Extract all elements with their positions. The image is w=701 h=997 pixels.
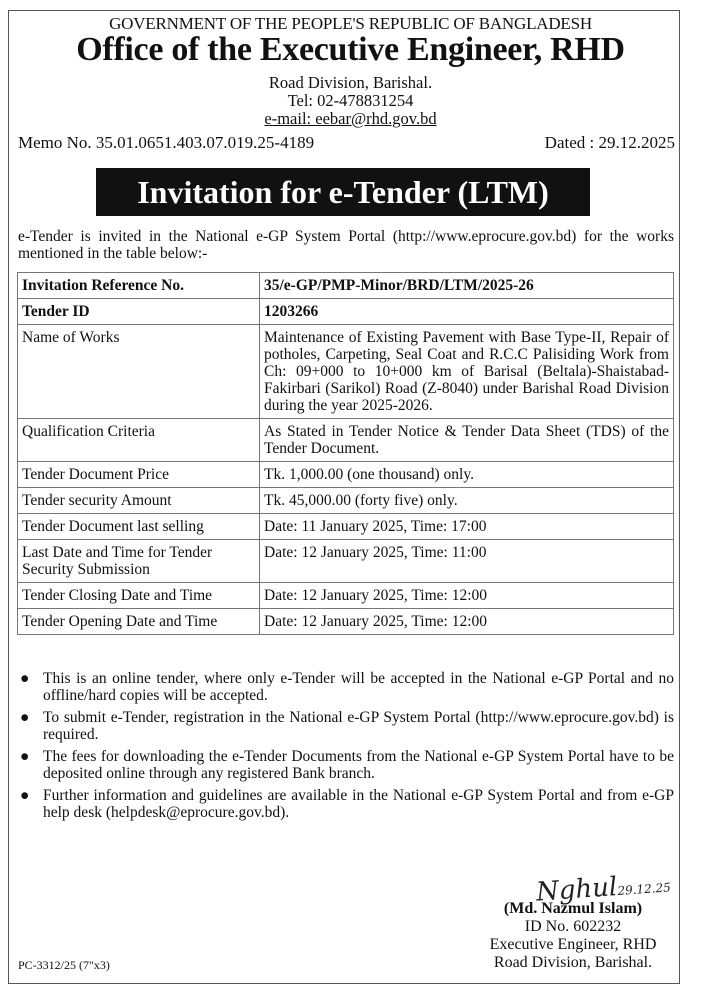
row-value: 1203266 xyxy=(260,299,674,325)
note-item xyxy=(18,709,674,743)
row-value: Tk. 45,000.00 (forty five) only. xyxy=(260,488,674,514)
signature-block xyxy=(473,900,673,972)
row-label: Name of Works xyxy=(18,325,260,419)
bullet-icon: ● xyxy=(20,787,30,804)
notes-list xyxy=(18,670,674,826)
note-item xyxy=(18,748,674,782)
email-link[interactable]: e-mail: eebar@rhd.gov.bd xyxy=(264,109,437,128)
row-label: Invitation Reference No. xyxy=(18,273,260,299)
row-value: Date: 12 January 2025, Time: 12:00 xyxy=(260,583,674,609)
table-row xyxy=(18,488,674,514)
row-label: Last Date and Time for Tender Security Submission xyxy=(18,540,260,583)
table-row xyxy=(18,540,674,583)
row-label: Qualification Criteria xyxy=(18,419,260,462)
table-row xyxy=(18,273,674,299)
table-row xyxy=(18,325,674,419)
office-title: Office of the Executive Engineer, RHD xyxy=(76,31,625,68)
signatory-id: ID No. 602232 xyxy=(524,918,622,935)
table-row xyxy=(18,462,674,488)
bullet-icon: ● xyxy=(20,670,30,687)
table-row xyxy=(18,514,674,540)
note-text: Further information and guidelines are available in the National e-GP System Portal and from e-GP help desk (helpdesk@eprocure.gov.bd). xyxy=(43,787,674,821)
division-address: Road Division, Barishal. xyxy=(268,73,433,92)
row-label: Tender ID xyxy=(18,299,260,325)
memo-date: Dated : 29.12.2025 xyxy=(544,133,675,152)
table-row xyxy=(18,609,674,635)
intro-paragraph: e-Tender is invited in the National e-GP System Portal (http://www.eprocure.gov.bd) for the works mentioned in the table below:- xyxy=(18,228,674,262)
row-value: Maintenance of Existing Pavement with Base Type-II, Repair of potholes, Carpeting, Seal Coat and R.C.C Palisiding Work from Ch: 09+000 to 10+000 km of Barisal (Beltala)-Shaistabad-Fakirbari (Sarikol) Road (Z-8040) under Barishal Road Division during the year 2025-2026. xyxy=(260,325,674,419)
notice-title: Invitation for e-Tender (LTM) xyxy=(96,168,590,216)
row-label: Tender security Amount xyxy=(18,488,260,514)
row-label: Tender Document Price xyxy=(18,462,260,488)
table-row xyxy=(18,299,674,325)
note-item xyxy=(18,670,674,704)
row-label: Tender Opening Date and Time xyxy=(18,609,260,635)
row-label: Tender Closing Date and Time xyxy=(18,583,260,609)
note-text: This is an online tender, where only e-Tender will be accepted in the National e-GP Portal and no offline/hard copies will be accepted. xyxy=(43,670,674,704)
row-value: Date: 11 January 2025, Time: 17:00 xyxy=(260,514,674,540)
row-value: As Stated in Tender Notice & Tender Data Sheet (TDS) of the Tender Document. xyxy=(260,419,674,462)
handwritten-signature: Nghul29.12.25 xyxy=(535,872,672,908)
table-row xyxy=(18,419,674,462)
memo-number: Memo No. 35.01.0651.403.07.019.25-4189 xyxy=(18,133,315,152)
bullet-icon: ● xyxy=(20,709,30,726)
signatory-designation: Executive Engineer, RHD xyxy=(489,936,657,953)
government-heading: GOVERNMENT OF THE PEOPLE'S REPUBLIC OF BANGLADESH xyxy=(109,14,592,33)
row-value: 35/e-GP/PMP-Minor/BRD/LTM/2025-26 xyxy=(260,273,674,299)
bullet-icon: ● xyxy=(20,748,30,765)
signatory-division: Road Division, Barishal. xyxy=(493,954,653,971)
row-value: Date: 12 January 2025, Time: 11:00 xyxy=(260,540,674,583)
signatory-name: (Md. Nazmul Islam) xyxy=(503,900,643,917)
row-label: Tender Document last selling xyxy=(18,514,260,540)
print-code: PC-3312/25 (7"x3) xyxy=(18,958,110,972)
note-text: The fees for downloading the e-Tender Documents from the National e-GP System Portal have to be deposited online through any registered Bank branch. xyxy=(43,748,674,782)
row-value: Date: 12 January 2025, Time: 12:00 xyxy=(260,609,674,635)
telephone: Tel: 02-478831254 xyxy=(287,91,414,110)
table-row xyxy=(18,583,674,609)
note-text: To submit e-Tender, registration in the National e-GP System Portal (http://www.eprocure.gov.bd) is required. xyxy=(43,709,674,743)
note-item xyxy=(18,787,674,821)
row-value: Tk. 1,000.00 (one thousand) only. xyxy=(260,462,674,488)
tender-details-table xyxy=(17,272,674,635)
